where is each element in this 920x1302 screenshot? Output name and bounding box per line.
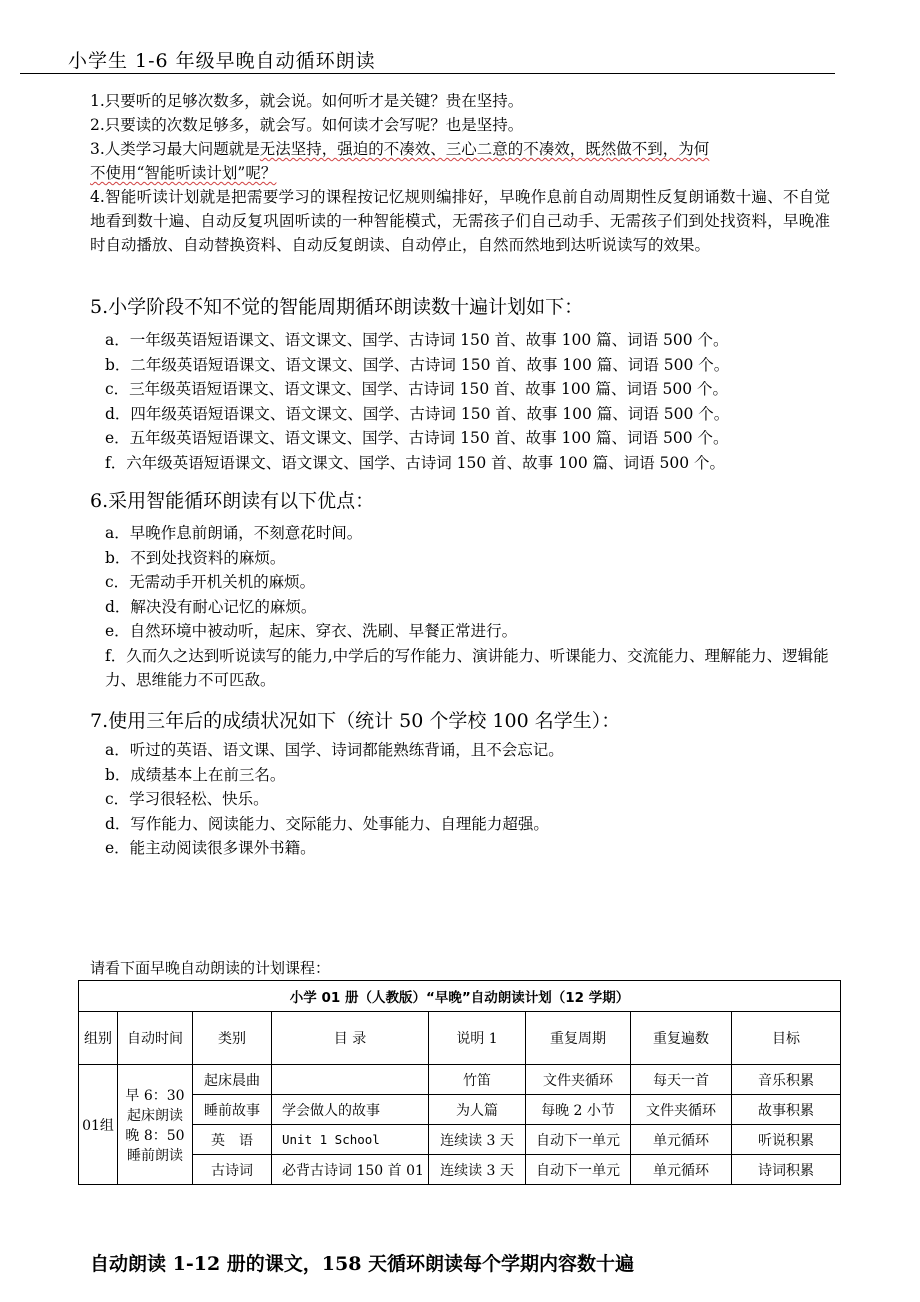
column-header: 目标 — [732, 1012, 841, 1065]
table-cell: 故事积累 — [732, 1095, 841, 1125]
table-cell: 每晚 2 小节 — [526, 1095, 631, 1125]
intro-p2: 2.只要读的次数足够多，就会写。如何读才会写呢？也是坚持。 — [90, 116, 524, 134]
table-cell: 为人篇 — [429, 1095, 526, 1125]
header-divider — [20, 73, 835, 74]
intro-p3-line2 — [90, 161, 845, 185]
table-cell: 竹笛 — [429, 1065, 526, 1095]
table-cell: 英 语 — [193, 1125, 272, 1155]
section7-title: 7.使用三年后的成绩状况如下（统计 50 个学校 100 名学生）： — [90, 710, 621, 732]
list-item: a．早晚作息前朗诵，不刻意花时间。 — [105, 524, 363, 542]
section7-list — [105, 738, 564, 861]
table-cell: 自动下一单元 — [526, 1125, 631, 1155]
column-header: 重复周期 — [526, 1012, 631, 1065]
group-cell: 01组 — [79, 1065, 118, 1185]
table-row — [79, 1125, 841, 1155]
section6-title: 6.采用智能循环朗读有以下优点： — [90, 490, 375, 512]
table-caption: 请看下面早晚自动朗读的计划课程： — [90, 959, 331, 977]
list-item: e．五年级英语短语课文、语文课文、国学、古诗词 150 首、故事 100 篇、词语 500 个。 — [105, 429, 729, 447]
table-cell: 每天一首 — [631, 1065, 732, 1095]
intro-p3-flagged-text: 无法坚持，强迫的不凑效、三心二意的不凑效，既然做不到，为何 — [259, 140, 710, 158]
table-cell: 起床晨曲 — [193, 1065, 272, 1095]
column-header: 说明 1 — [429, 1012, 526, 1065]
section5-title: 5.小学阶段不知不觉的智能周期循环朗读数十遍计划如下： — [90, 296, 584, 318]
intro-p4: 4.智能听读计划就是把需要学习的课程按记忆规则编排好，早晚作息前自动周期性反复朗诵数十遍、不自觉地看到数十遍、自动反复巩固听读的一种智能模式，无需孩子们自己动手、无需孩子们到处找资料，早晚准时自动播放、自动替换资料、自动反复朗读、自动停止，自然而然地到达听说读写的效果。 — [90, 188, 830, 254]
table-cell: 单元循环 — [631, 1125, 732, 1155]
table-cell: 必背古诗词 150 首 01 — [272, 1155, 429, 1185]
table-cell: 连续读 3 天 — [429, 1155, 526, 1185]
page-header-title: 小学生 1-6 年级早晚自动循环朗读 — [68, 50, 376, 72]
list-item: e．能主动阅读很多课外书籍。 — [105, 839, 316, 857]
table-cell: 诗词积累 — [732, 1155, 841, 1185]
table-cell: 文件夹循环 — [631, 1095, 732, 1125]
table-cell: 听说积累 — [732, 1125, 841, 1155]
intro-p3-flagged-text-2: 不使用“智能听读计划”呢？ — [90, 164, 277, 182]
list-item: c．学习很轻松、快乐。 — [105, 790, 269, 808]
list-item: d．解决没有耐心记忆的麻烦。 — [105, 597, 317, 616]
column-header: 目 录 — [272, 1012, 429, 1065]
column-header: 重复遍数 — [631, 1012, 732, 1065]
table-cell: 音乐积累 — [732, 1065, 841, 1095]
table-cell: 学会做人的故事 — [272, 1095, 429, 1125]
intro-p3-line1 — [90, 137, 845, 161]
list-item: d．四年级英语短语课文、语文课文、国学、古诗词 150 首、故事 100 篇、词语 500 个。 — [105, 404, 730, 423]
list-item: b．成绩基本上在前三名。 — [105, 765, 286, 784]
time-cell: 早 6：30 起床朗读 晚 8：50 睡前朗读 — [118, 1065, 193, 1185]
table-cell: 古诗词 — [193, 1155, 272, 1185]
list-item: d．写作能力、阅读能力、交际能力、处事能力、自理能力超强。 — [105, 814, 549, 833]
list-item: f．六年级英语短语课文、语文课文、国学、古诗词 150 首、故事 100 篇、词语 500 个。 — [105, 453, 726, 472]
table-cell: 文件夹循环 — [526, 1065, 631, 1095]
list-item: c．三年级英语短语课文、语文课文、国学、古诗词 150 首、故事 100 篇、词语 500 个。 — [105, 380, 728, 398]
list-item: e．自然环境中被动听，起床、穿衣、洗刷、早餐正常进行。 — [105, 622, 518, 640]
reading-plan-table — [78, 980, 841, 1185]
list-item: b．二年级英语短语课文、语文课文、国学、古诗词 150 首、故事 100 篇、词语 500 个。 — [105, 355, 730, 374]
column-header: 类别 — [193, 1012, 272, 1065]
section5-list — [105, 328, 729, 475]
table-row — [79, 1095, 841, 1125]
list-item: a．听过的英语、语文课、国学、诗词都能熟练背诵，且不会忘记。 — [105, 741, 564, 759]
table-row — [79, 1155, 841, 1185]
intro-p3-prefix: 3.人类学习最大问题就是 — [90, 140, 260, 158]
list-item: c．无需动手开机关机的麻烦。 — [105, 573, 316, 591]
table-header-row — [79, 1012, 841, 1065]
column-header: 组别 — [79, 1012, 118, 1065]
table-cell: 睡前故事 — [193, 1095, 272, 1125]
list-item: f．久而久之达到听说读写的能力,中学后的写作能力、演讲能力、听课能力、交流能力、理解能力、逻辑能力、思维能力不可匹敌。 — [105, 646, 829, 689]
column-header: 自动时间 — [118, 1012, 193, 1065]
table-row — [79, 1065, 841, 1095]
list-item: b．不到处找资料的麻烦。 — [105, 548, 286, 567]
footer-summary: 自动朗读 1-12 册的课文，158 天循环朗读每个学期内容数十遍 — [90, 1253, 635, 1275]
list-item: a．一年级英语短语课文、语文课文、国学、古诗词 150 首、故事 100 篇、词语 500 个。 — [105, 331, 729, 349]
table-cell: 自动下一单元 — [526, 1155, 631, 1185]
table-cell: 连续读 3 天 — [429, 1125, 526, 1155]
table-title: 小学 01 册（人教版）“早晚”自动朗读计划（12 学期） — [79, 981, 841, 1012]
table-cell: Unit 1 School — [272, 1125, 429, 1155]
intro-p1: 1.只要听的足够次数多，就会说。如何听才是关键？贵在坚持。 — [90, 92, 524, 110]
section6-list — [105, 521, 833, 693]
intro-paragraphs — [90, 89, 845, 257]
table-cell: 单元循环 — [631, 1155, 732, 1185]
table-cell — [272, 1065, 429, 1095]
